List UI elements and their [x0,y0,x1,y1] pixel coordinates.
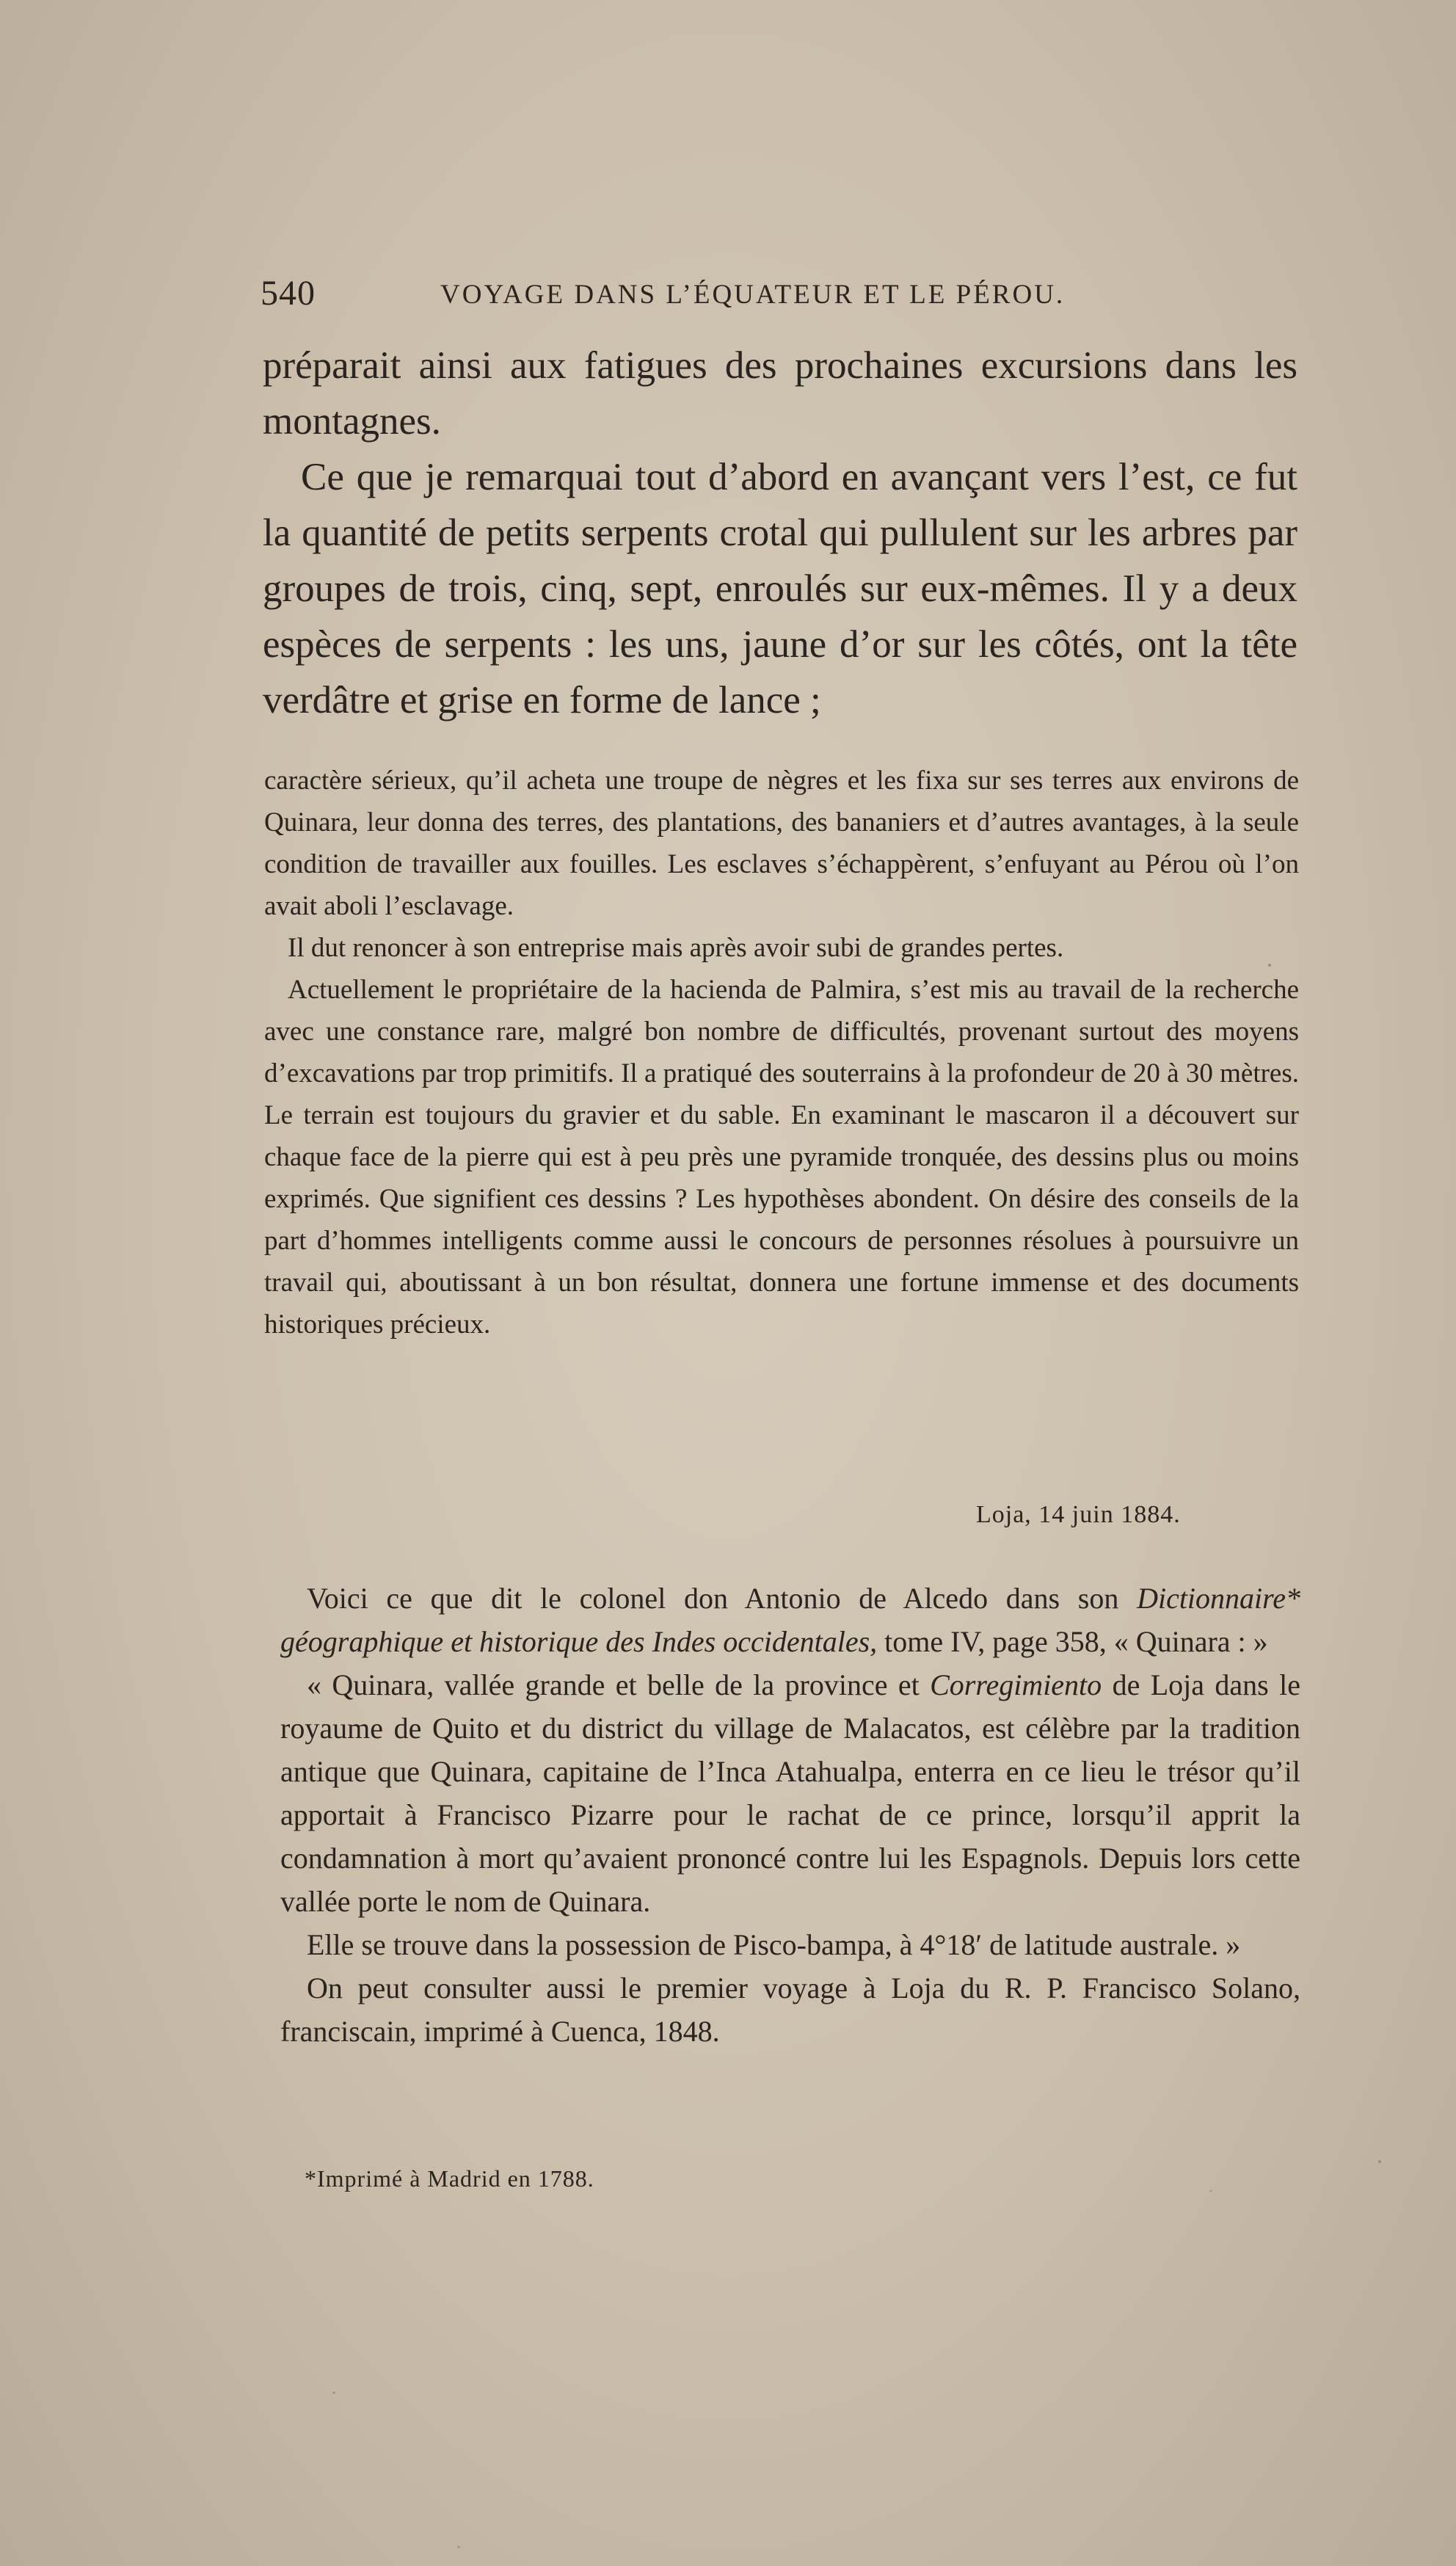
appendix-p1-text: Voici ce que dit le colonel don Antonio de Alcedo dans son [307,1582,1138,1615]
running-title: VOYAGE DANS L’ÉQUATEUR ET LE PÉROU. [440,280,1066,310]
appendix-section [280,1577,1300,2053]
appendix-paragraph-4: On peut consulter aussi le premier voyage à Loja du R. P. Francisco Solano, franciscain, imprimé à Cuenca, 1848. [280,1971,1300,2048]
appendix-p2-tail: de Loja dans le royaume de Quito et du district du village de Malacatos, est célèbre par la tradition antique que Quinara, capitaine de l’Inca Atahualpa, enterra en ce lieu le trésor qu’il apportait à Francisco Pizarre pour le rachat de ce prince, lorsqu’il apprit la condamnation à mort qu’avaient prononcé contre lui les Espagnols. Depuis lors cette vallée porte le nom de Quinara. [280,1668,1300,1918]
page-number: 540 [261,274,316,313]
note-signature: Loja, 14 juin 1884. [976,1501,1181,1528]
note-paragraph-1: caractère sérieux, qu’il acheta une troupe de nègres et les fixa sur ses terres aux environs de Quinara, leur donna des terres, des plantations, des bananiers et d’autres avantages, à la seule condition de travailler aux fouilles. Les esclaves s’échappèrent, s’enfuyant au Pérou où l’on avait aboli l’esclavage. [264,766,1299,921]
main-paragraph-2: Ce que je remarquai tout d’abord en avançant vers l’est, ce fut la quantité de petits serpents crotal qui pullulent sur les arbres par groupes de trois, cinq, sept, enroulés sur eux-mêmes. Il y a deux espèces de serpents : les uns, jaune d’or sur les côtés, ont la tête verdâtre et grise en forme de lance ; [263,456,1297,722]
running-head [261,273,1303,317]
appendix-paragraph-2 [280,1663,1300,1923]
appendix-p2-text: « Quinara, vallée grande et belle de la province et [307,1668,931,1701]
appendix-paragraph-1 [280,1577,1300,1663]
note-paragraph-3: Actuellement le propriétaire de la hacienda de Palmira, s’est mis au travail de la recherche avec une constance rare, malgré bon nombre de difficultés, provenant surtout des moyens d’excavations par trop primitifs. Il a pratiqué des souterrains à la profondeur de 20 à 30 mètres. Le terrain est toujours du gravier et du sable. En examinant le mascaron il a découvert sur chaque face de la pierre qui est à peu près une pyramide tronquée, des dessins plus ou moins exprimés. Que signifient ces dessins ? Les hypothèses abondent. On désire des conseils de la part d’hommes intelligents comme aussi le concours de personnes résolues à poursuivre un travail qui, aboutissant à un bon résultat, donnera une fortune immense et des documents historiques précieux. [264,975,1299,1340]
dictionary-title: Dictionnaire* géographique et historique des Indes occidentales, [280,1582,1300,1658]
notes-section [264,760,1299,1345]
main-paragraph-1: préparait ainsi aux fatigues des prochaines excursions dans les montagnes. [263,344,1297,443]
note-paragraph-2: Il dut renoncer à son entreprise mais après avoir subi de grandes pertes. [288,933,1064,963]
appendix-p1-tail: tome IV, page 358, « Quinara : » [877,1625,1268,1658]
corregimiento-term: Corregimiento [930,1668,1102,1701]
appendix-paragraph-3: Elle se trouve dans la possession de Pisco-bampa, à 4°18′ de latitude australe. » [307,1928,1241,1961]
main-text [263,338,1297,728]
footnote: *Imprimé à Madrid en 1788. [305,2165,594,2192]
